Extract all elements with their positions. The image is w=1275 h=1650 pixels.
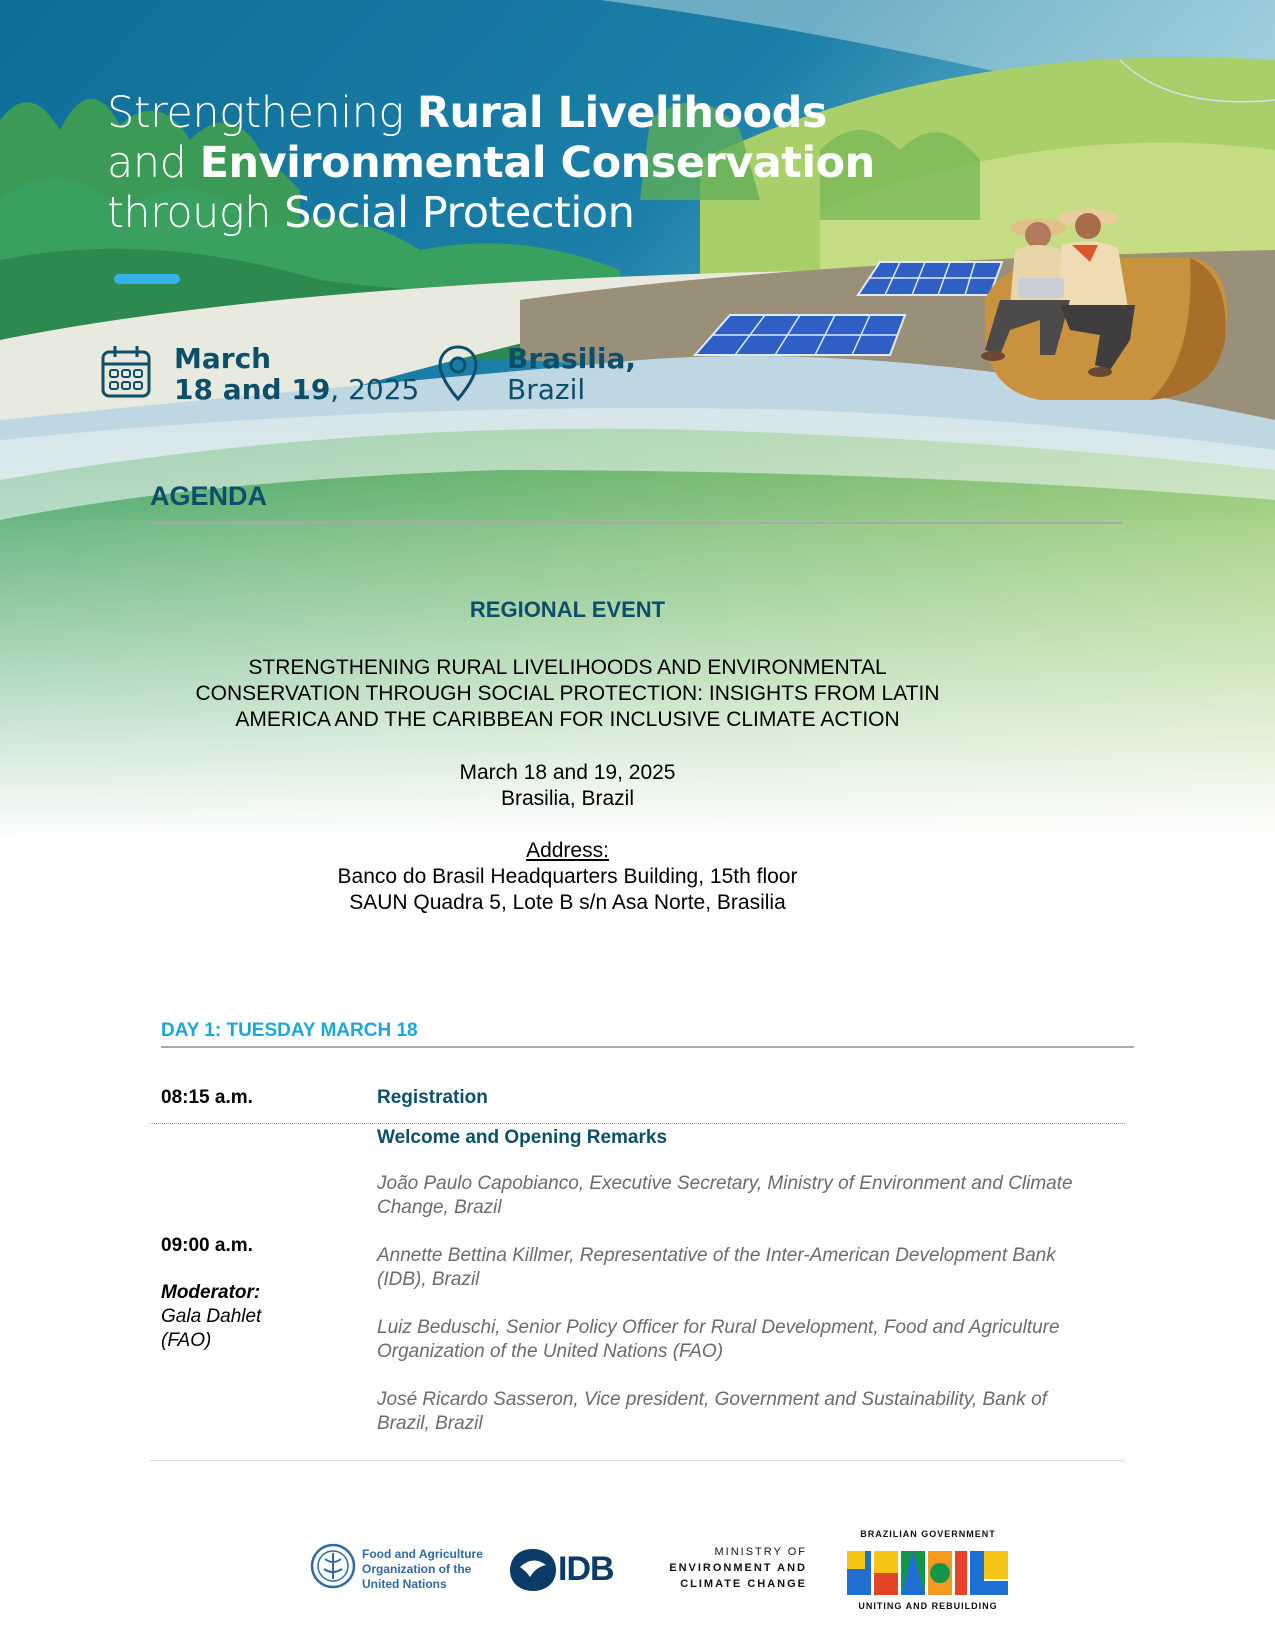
address-label-text: Address: xyxy=(526,839,609,862)
fao-line: Organization of the xyxy=(362,1562,472,1576)
session-title: Registration xyxy=(377,1087,488,1108)
speaker-item: Annette Bettina Killmer, Representative of the Inter-American Development Bank (IDB), Brazil xyxy=(377,1245,1056,1290)
event-dates: March 18 and 19, 2025 xyxy=(459,761,676,784)
idb-logo-text: IDB xyxy=(558,1550,614,1588)
ministry-line: MINISTRY OF xyxy=(714,1546,807,1558)
banner-title xyxy=(107,88,875,238)
event-title xyxy=(140,655,995,733)
title-line3-bold: Social Protection xyxy=(284,188,635,238)
speaker-item: José Ricardo Sasseron, Vice president, Government and Sustainability, Bank of Brazil, Brazil xyxy=(377,1389,1047,1434)
fao-logo-icon xyxy=(310,1543,356,1594)
date-line2-rest: , 2025 xyxy=(330,373,420,406)
fao-line: United Nations xyxy=(362,1577,447,1591)
ministry-line: ENVIRONMENT AND xyxy=(669,1562,807,1574)
event-date-banner xyxy=(174,343,419,405)
day1-divider xyxy=(161,1046,1134,1048)
day1-heading: DAY 1: TUESDAY MARCH 18 xyxy=(161,1020,418,1041)
event-title-line: CONSERVATION THROUGH SOCIAL PROTECTION: INSIGHTS FROM LATIN xyxy=(195,682,940,705)
moderator-label: Moderator: xyxy=(161,1282,261,1303)
event-dates-block xyxy=(140,760,995,812)
row-divider xyxy=(150,1460,1125,1461)
place-line2: Brazil xyxy=(507,373,586,406)
session-title: Welcome and Opening Remarks xyxy=(377,1127,668,1148)
address-line: SAUN Quadra 5, Lote B s/n Asa Norte, Brasilia xyxy=(349,891,786,914)
address-label xyxy=(140,838,995,864)
title-line1-light: Strengthening xyxy=(107,88,417,138)
title-line2-bold: Environmental Conservation xyxy=(199,138,875,188)
session-time: 09:00 a.m. xyxy=(161,1235,253,1256)
agenda-heading: AGENDA xyxy=(150,481,268,511)
accent-bar xyxy=(114,274,180,284)
event-title-line: STRENGTHENING RURAL LIVELIHOODS AND ENVIRONMENTAL xyxy=(248,656,887,679)
event-label: REGIONAL EVENT xyxy=(469,597,666,622)
title-line3-light: through xyxy=(107,188,285,238)
brazil-slogan: UNITING AND REBUILDING xyxy=(858,1601,998,1611)
date-line1: March xyxy=(174,342,272,375)
ministry-line: CLIMATE CHANGE xyxy=(680,1578,807,1590)
moderator-org: (FAO) xyxy=(161,1330,212,1351)
calendar-icon xyxy=(101,344,151,405)
fao-line: Food and Agriculture xyxy=(362,1547,483,1561)
ministry-logo-text xyxy=(660,1544,807,1592)
brazil-gov-label: BRAZILIAN GOVERNMENT xyxy=(860,1529,996,1539)
speaker-item: Luiz Beduschi, Senior Policy Officer for Rural Development, Food and Agriculture Organization of the United Nations (FAO) xyxy=(377,1317,1060,1362)
solar-panel-icon xyxy=(858,262,1002,295)
place-line1: Brasilia, xyxy=(507,342,637,375)
address-line: Banco do Brasil Headquarters Building, 15th floor xyxy=(337,865,798,888)
event-location: Brasilia, Brazil xyxy=(500,787,635,810)
brasil-wordmark-logo xyxy=(845,1543,1011,1604)
row-divider xyxy=(150,1123,1125,1124)
agenda-divider xyxy=(150,522,1123,524)
event-location-banner xyxy=(507,343,636,405)
address-block xyxy=(140,864,995,916)
moderator-block xyxy=(161,1281,321,1353)
speaker-item: João Paulo Capobianco, Executive Secretary, Ministry of Environment and Climate Change, Brazil xyxy=(377,1173,1073,1218)
location-pin-icon xyxy=(436,344,480,407)
solar-panel-icon xyxy=(695,315,905,355)
session-time: 08:15 a.m. xyxy=(161,1087,253,1108)
event-title-line: AMERICA AND THE CARIBBEAN FOR INCLUSIVE CLIMATE ACTION xyxy=(235,708,900,731)
title-line2-light: and xyxy=(107,138,200,188)
partner-logos xyxy=(300,1525,1020,1615)
speaker-list xyxy=(377,1172,1097,1460)
date-line2-bold: 18 and 19 xyxy=(174,373,331,406)
idb-logo-icon xyxy=(508,1547,558,1598)
title-line1-bold: Rural Livelihoods xyxy=(416,88,827,138)
fao-logo-text xyxy=(362,1547,483,1592)
moderator-name: Gala Dahlet xyxy=(161,1306,262,1327)
